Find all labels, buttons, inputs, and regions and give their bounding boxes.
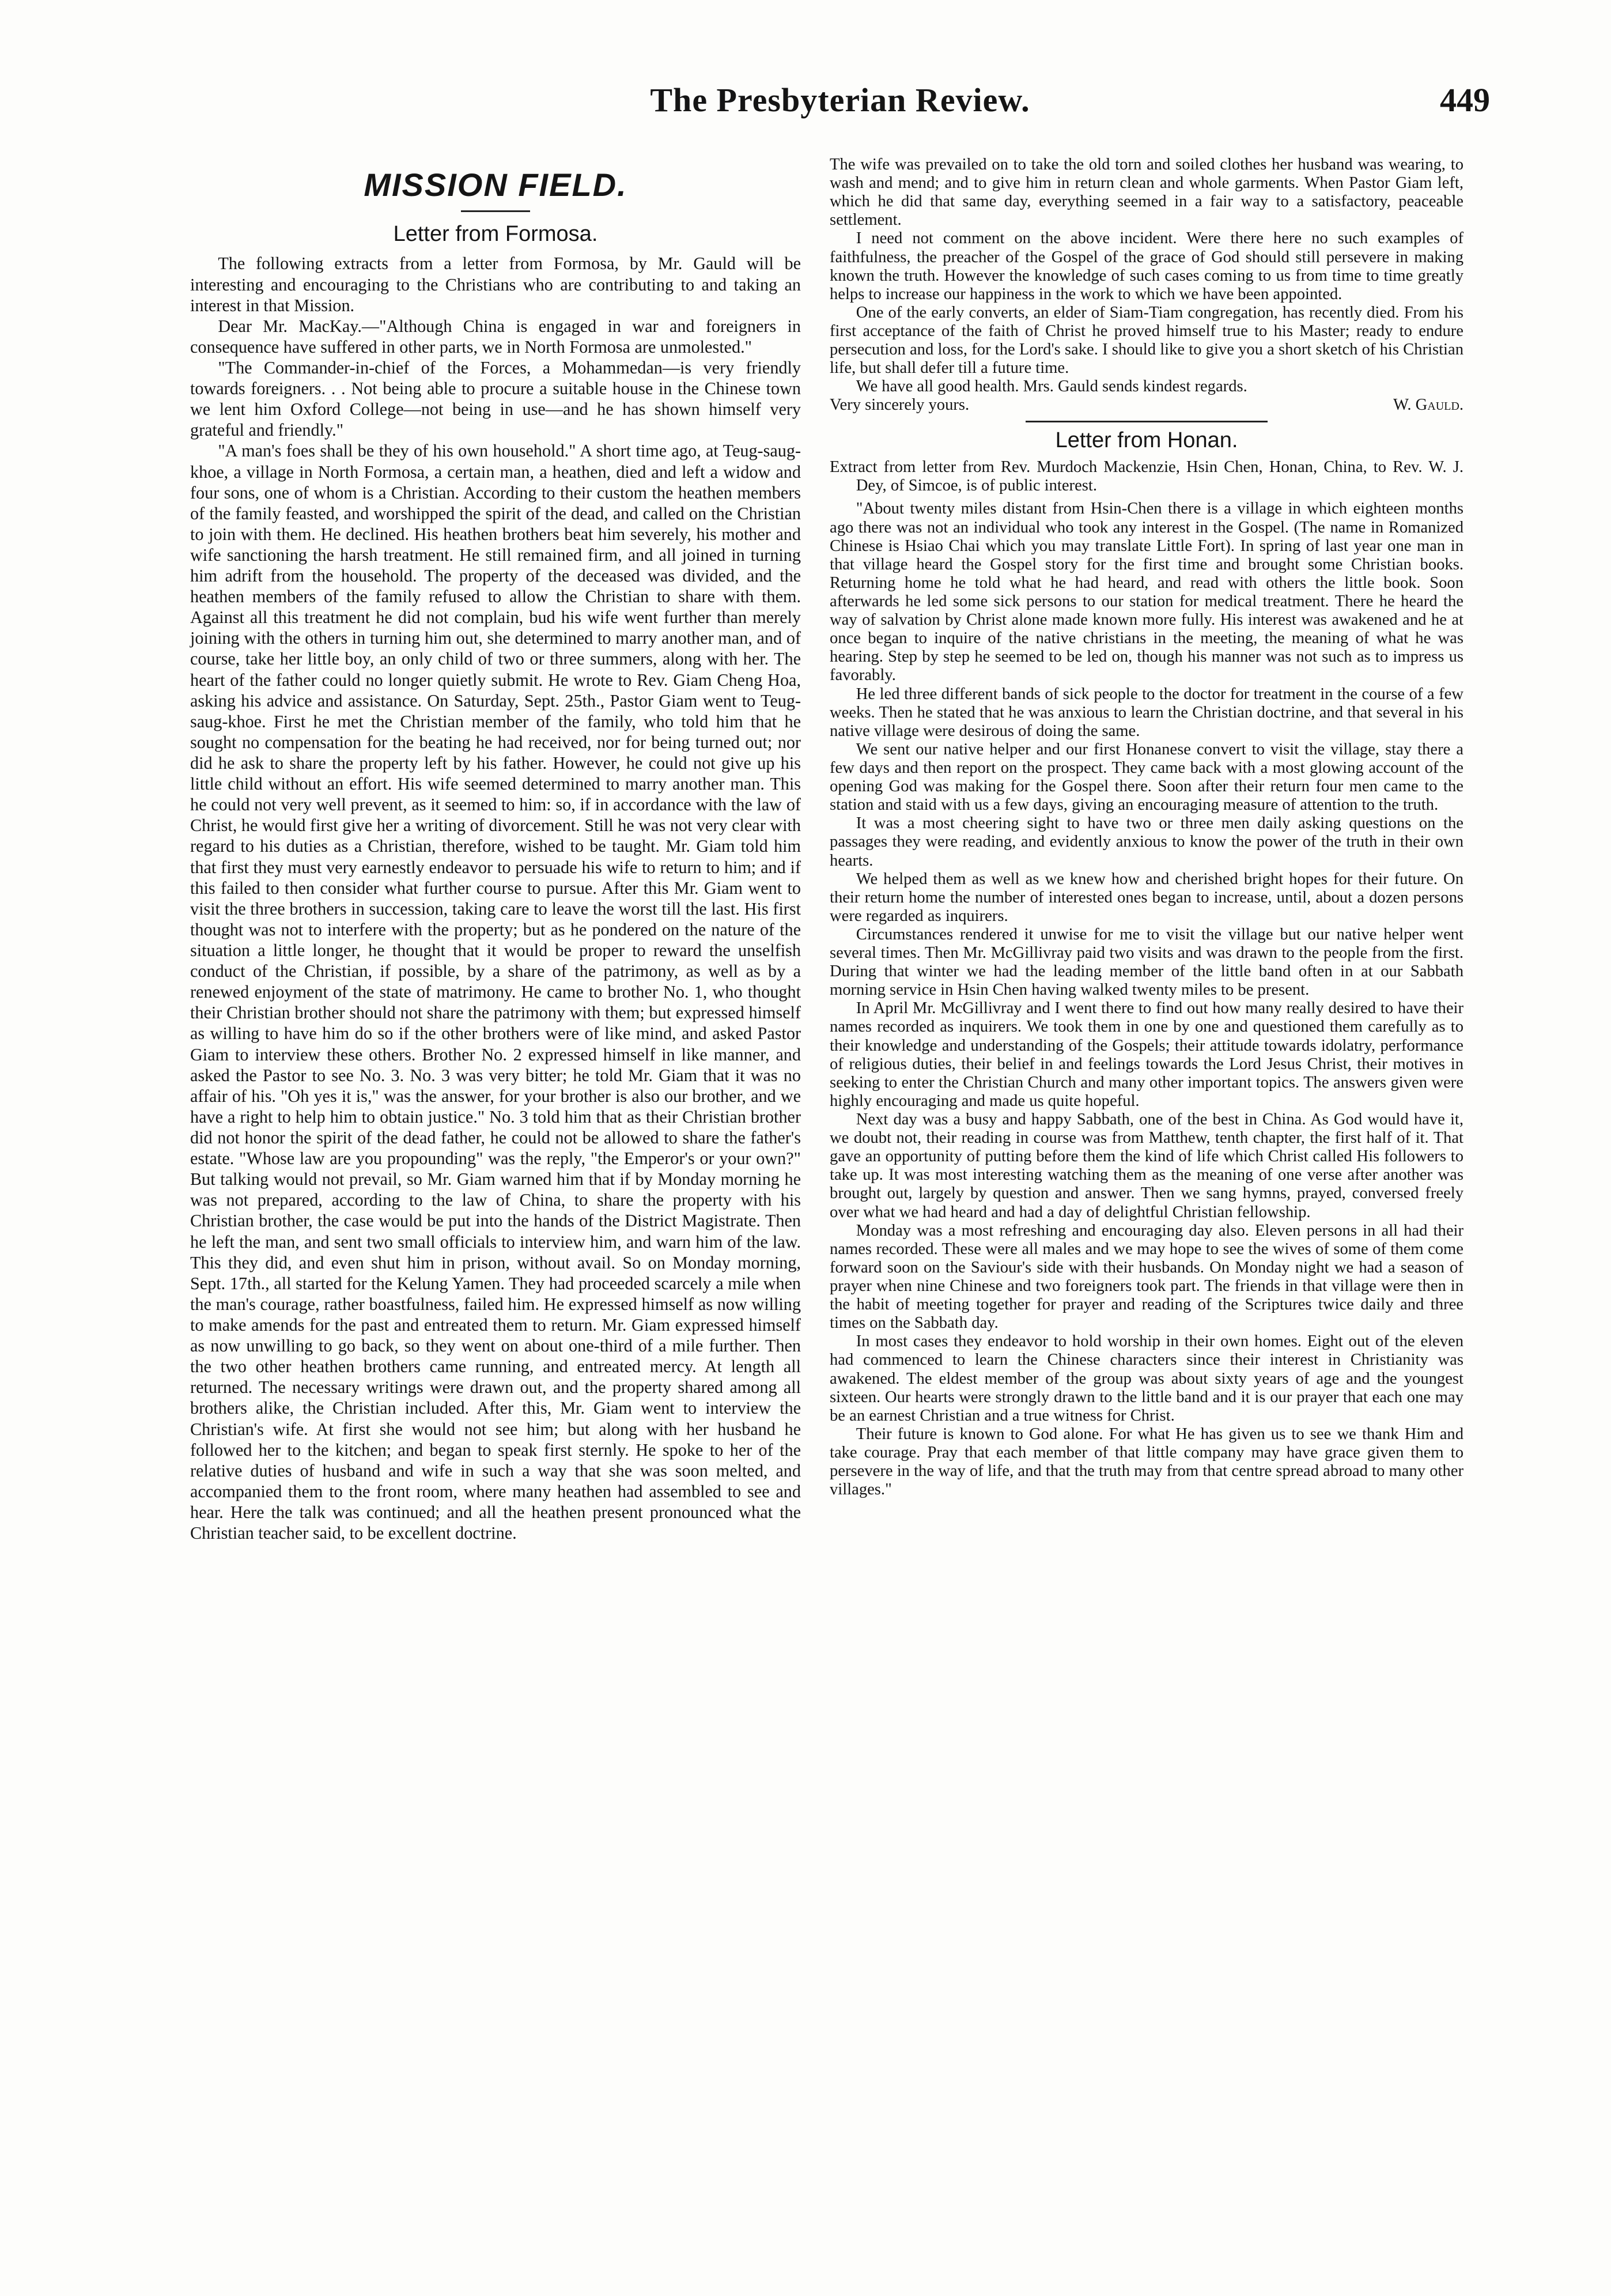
running-head bbox=[190, 81, 1490, 138]
right-column bbox=[830, 156, 1463, 2273]
formosa-signature: W. Gauld. bbox=[1393, 396, 1463, 414]
left-column bbox=[190, 156, 801, 2273]
honan-paragraph: Next day was a busy and happy Sabbath, one of the best in China. As God would have it, we doubt not, their reading in course was from Matthew, tenth chapter, the first half of it. That gave an opportunity of putting before them the kind of life which Christ called His followers to take up. It was most interesting watching them as the meaning of one verse after another was brought out, largely by question and answer. Then we sang hymns, prayed, conversed freely over what we had heard and had a day of delightful Christian fellowship. bbox=[830, 1111, 1463, 1221]
formosa-signoff bbox=[830, 396, 1463, 414]
honan-paragraph: Their future is known to God alone. For what He has given us to see we thank Him and take courage. Pray that each member of that little company may have grace given them to persevere in the way of life, and that the truth may from that centre spread abroad to many other villages." bbox=[830, 1425, 1463, 1499]
honan-paragraph: He led three different bands of sick people to the doctor for treatment in the course of a few weeks. Then he stated that he was anxious to learn the Christian doctrine, and that several in his native village were desirous of doing the same. bbox=[830, 685, 1463, 740]
title-rule bbox=[461, 210, 530, 212]
honan-paragraph: "About twenty miles distant from Hsin-Chen there is a village in which eighteen months ago there was not an individual who took any interest in the Gospel. (The name in Romanized Chinese is Hsiao Chai which you may translate Little Fort). In spring of last year one man in that village heard the Gospel story for the first time and brought some Christian books. Returning home he told what he had heard, and read with others the little book. Soon afterwards he led some sick persons to our station for medical treatment. There he heard the way of salvation by Christ alone made known more fully. His interest was awakened and he at once began to inquire of the native christians in the meeting, the meaning of what he was hearing. Step by step he seemed to be led on, though his manner was not such as to impress us favorably. bbox=[830, 500, 1463, 685]
formosa-paragraph: The following extracts from a letter from Formosa, by Mr. Gauld will be interesting and encouraging to the Christians who are contributing to and taking an interest in that Mission. bbox=[190, 254, 801, 315]
formosa-paragraph: I need not comment on the above incident. Were there here no such examples of faithfulness, the preacher of the Gospel of the grace of God should still persevere in making known the truth. However the knowledge of such cases coming to us from time to time greatly helps to increase our happiness in the work to which we have been appointed. bbox=[830, 229, 1463, 303]
formosa-closing: Very sincerely yours. bbox=[830, 396, 970, 414]
honan-intro: Extract from letter from Rev. Murdoch Mackenzie, Hsin Chen, Honan, China, to Rev. W. J. Dey, of Simcoe, is of public interest. bbox=[830, 458, 1463, 495]
formosa-paragraph: One of the early converts, an elder of Siam-Tiam congregation, has recently died. From his first acceptance of the faith of Christ he proved himself true to his Master; ready to endure persecution and loss, for the Lord's sake. I should like to give you a short sketch of his Christian life, but shall defer till a future time. bbox=[830, 303, 1463, 377]
article-divider bbox=[1026, 421, 1268, 422]
formosa-paragraph: Dear Mr. MacKay.—"Although China is engaged in war and foreigners in consequence have suffered in other parts, we in North Formosa are unmolested." bbox=[190, 316, 801, 357]
honan-paragraph: In most cases they endeavor to hold worship in their own homes. Eight out of the eleven had commenced to learn the Chinese characters since their interest in Christianity was awakened. The eldest member of the group was about sixty years of age and the youngest sixteen. Our hearts were strongly drawn to the little band and it is our prayer that each one may be an earnest Christian and a true witness for Christ. bbox=[830, 1332, 1463, 1425]
honan-paragraph: In April Mr. McGillivray and I went there to find out how many really desired to have their names recorded as inquirers. We took them in one by one and questioned them carefully as to their knowledge and understanding of the Gospels; their attitude towards idolatry, performance of religious duties, their belief in and feelings towards the Lord Jesus Christ, their motives in seeking to enter the Christian Church and many other important topics. The answers given were highly encouraging and made us quite hopeful. bbox=[830, 999, 1463, 1110]
journal-title: The Presbyterian Review. bbox=[650, 81, 1030, 119]
honan-paragraph: It was a most cheering sight to have two or three men daily asking questions on the passages they were reading, and evidently anxious to know the power of the truth in their own hearts. bbox=[830, 814, 1463, 870]
formosa-paragraph: We have all good health. Mrs. Gauld sends kindest regards. bbox=[856, 377, 1247, 396]
section-title: MISSION FIELD. bbox=[364, 167, 627, 203]
honan-paragraph: We sent our native helper and our first Honanese convert to visit the village, stay there a few days and then report on the prospect. They came back with a most glowing account of the opening God was making for the Gospel there. Soon after their return four men came to the station and staid with us a few days, giving an encouraging measure of attention to the truth. bbox=[830, 740, 1463, 814]
honan-article-title: Letter from Honan. bbox=[1055, 428, 1238, 452]
formosa-paragraph: "A man's foes shall be they of his own household." A short time ago, at Teug-saug-khoe, a village in North Formosa, a certain man, a heathen, died and left a widow and four sons, one of whom is a Christian. According to their custom the heathen members of the family feasted, and worshipped the spirit of the dead, and called on the Christian to join with them. He declined. His heathen brothers beat him severely, his mother and wife sanctioning the harsh treatment. He still remained firm, and all joined in turning him adrift from the household. The property of the deceased was divided, and the heathen members of the family refused to allow the Christian to share with them. Against all this treatment he did not complain, bud his wife went further than merely joining with the others in turning him out, she determined to marry another man, and of course, take her little boy, an only child of two or three summers, along with her. The heart of the father could no longer quietly submit. He wrote to Rev. Giam Cheng Hoa, asking his advice and assistance. On Saturday, Sept. 25th., Pastor Giam went to Teug-saug-khoe. First he met the Christian member of the family, who told him that he sought no compensation for the beating he had received, nor for being turned out; nor did he ask to share the property left by his father. However, he could not give up his little child without an effort. His wife seemed determined to marry another man. This he could not very well prevent, as it seemed to him: so, if in accordance with the law of Christ, he would first give her a writing of divorcement. Still he was not very clear with regard to his duties as a Christian, therefore, wished to be taught. Mr. Giam told him that first they must very earnestly endeavor to persuade his wife to return to him; and if this failed to then consider what further course to pursue. After this Mr. Giam went to visit the three brothers in succession, taking care to leave the worst till the last. His first thought was not to interfere with the property; but as he pondered on the nature of the situation a little longer, he thought that it would be proper to reward the unselfish conduct of the Christian, if possible, by a share of the patrimony, as well as by a renewed enjoyment of the state of matrimony. He came to brother No. 1, who thought their Christian brother should not share the patrimony with them; but expressed himself as willing to have him do so if the other brothers were of like mind, and asked Pastor Giam to interview these others. Brother No. 2 expressed himself in like manner, and asked the Pastor to see No. 3. No. 3 was very bitter; he told Mr. Giam that it was no affair of his. "Oh yes it is," was the answer, for your brother is also our brother, and we have a right to help him to obtain justice." No. 3 told him that as their Christian brother did not honor the spirit of the dead father, he could not be allowed to share the father's estate. "Whose law are you propounding" was the reply, "the Emperor's or your own?" But talking would not prevail, so Mr. Giam warned him that if by Monday morning he was not prepared, according to the law of China, to share the property with his Christian brother, the case would be put into the hands of the District Magistrate. Then he left the man, and sent two small officials to interview him, and warn him of the law. This they did, and even shut him in prison, without avail. So on Monday morning, Sept. 17th., all started for the Kelung Yamen. They had proceeded scarcely a mile when the man's courage, rather boastfulness, failed him. He expressed himself as now willing to make amends for the past and entreated them to return. Mr. Giam expressed himself as now unwilling to go back, so they went on about one-third of a mile further. Then the two other heathen brothers came running, and entreated mercy. At length all returned. The necessary writings were drawn out, and the property shared among all brothers alike, the Christian included. After this, Mr. Giam went to interview the Christian's wife. At first she would not see him; but along with her husband he followed her to the kitchen; and began to speak first sternly. He spoke to her of the relative duties of husband and wife in such a way that she was soon melted, and accompanied them to the front room, where many heathen had assembled to see and hear. Here the talk was continued; and all the heathen present pronounced what the Christian teacher said, to be excellent doctrine. bbox=[190, 441, 801, 1543]
honan-paragraph: Monday was a most refreshing and encouraging day also. Eleven persons in all had their names recorded. These were all males and we may hope to see the wives of some of them come forward soon on the Saviour's side with their husbands. On Monday night we had a season of prayer when nine Chinese and two foreigners took part. The friends in that village were then in the habit of meeting together for prayer and reading of the Scriptures twice daily and three times on the Sabbath day. bbox=[830, 1221, 1463, 1332]
honan-paragraph: Circumstances rendered it unwise for me to visit the village but our native helper went several times. Then Mr. McGillivray paid two visits and was drawn to the people from the first. During that winter we had the leading member of the little band often in at our Sabbath morning service in Hsin Chen having walked twenty miles to be present. bbox=[830, 925, 1463, 999]
page-number: 449 bbox=[1440, 81, 1490, 119]
formosa-paragraph: The wife was prevailed on to take the old torn and soiled clothes her husband was wearing, to wash and mend; and to give him in return clean and whole garments. When Pastor Giam left, which he did that same day, everything seemed in a fair way to a satisfactory, peaceable settlement. bbox=[830, 156, 1463, 229]
formosa-paragraph: "The Commander-in-chief of the Forces, a Mohammedan—is very friendly towards foreigners. . . Not being able to procure a suitable house in the Chinese town we lent him Oxford College—not being in use—and he has shown himself very grateful and friendly." bbox=[190, 357, 801, 440]
honan-paragraph: We helped them as well as we knew how and cherished bright hopes for their future. On their return home the number of interested ones began to increase, until, about a dozen persons were regarded as inquirers. bbox=[830, 870, 1463, 925]
formosa-article-title: Letter from Formosa. bbox=[393, 221, 598, 246]
